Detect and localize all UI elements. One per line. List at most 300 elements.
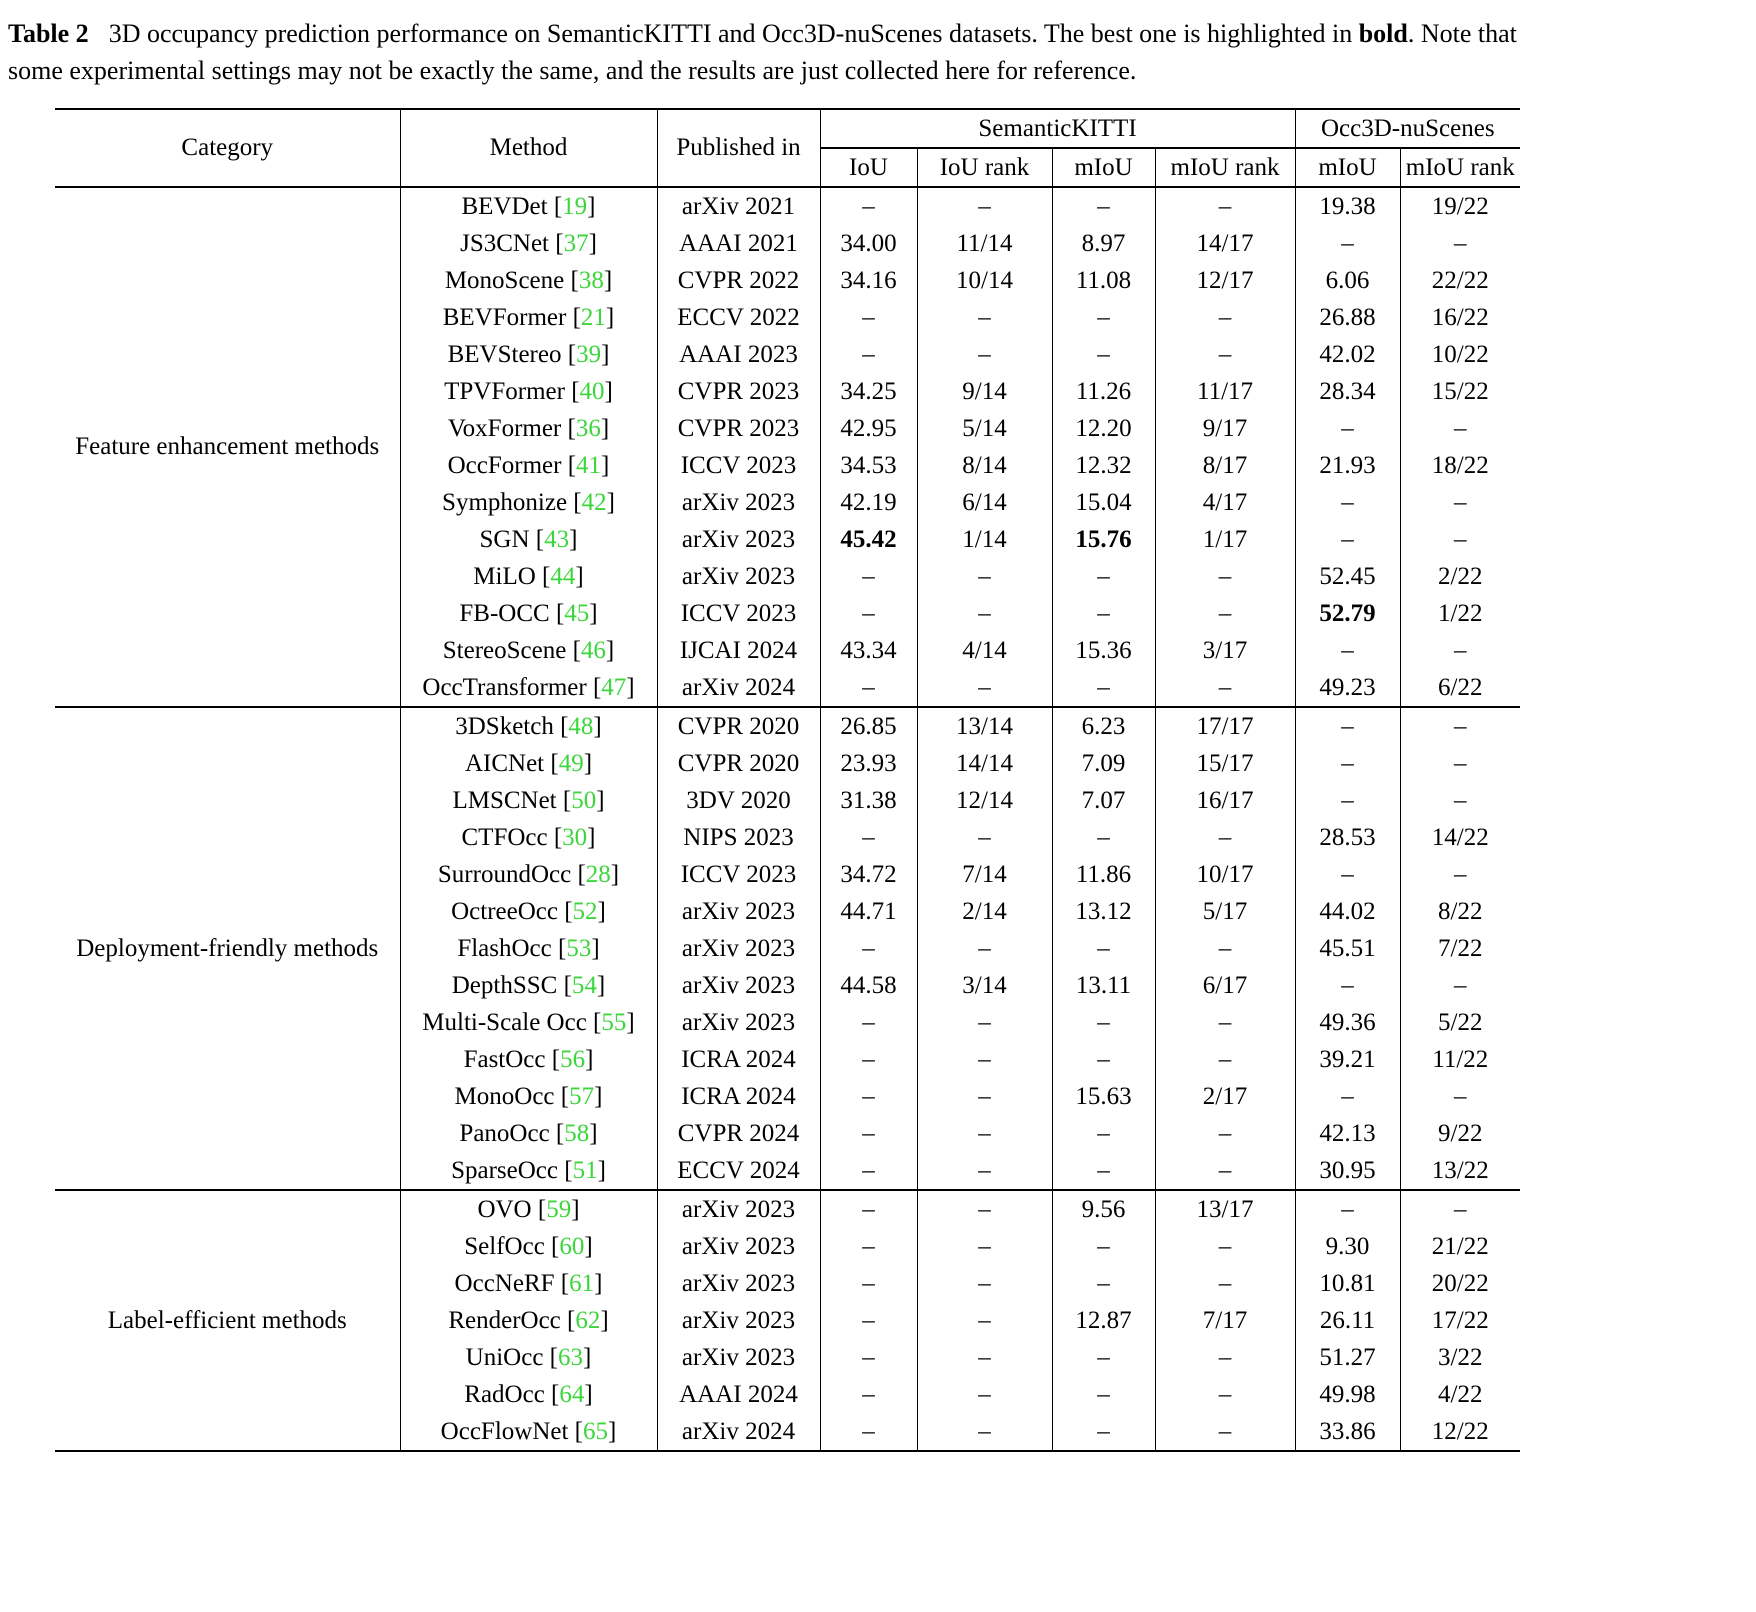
value-cell: 13/22 — [1400, 1152, 1520, 1190]
value-cell: 2/14 — [917, 893, 1052, 930]
value-cell: – — [917, 187, 1052, 225]
published-in-cell: 3DV 2020 — [657, 782, 820, 819]
value-cell: – — [1155, 299, 1295, 336]
citation-link[interactable]: 53 — [566, 934, 592, 962]
value-cell: 13.11 — [1052, 967, 1155, 1004]
method-cell — [400, 930, 657, 967]
published-in-cell: ICCV 2023 — [657, 595, 820, 632]
value-cell: 23.93 — [820, 745, 917, 782]
citation-link[interactable]: 59 — [546, 1195, 572, 1223]
citation-link[interactable]: 43 — [544, 525, 570, 553]
method-cell — [400, 782, 657, 819]
value-cell: – — [1295, 632, 1400, 669]
published-in-cell: IJCAI 2024 — [657, 632, 820, 669]
value-cell: – — [917, 1376, 1052, 1413]
citation-bracket: ] — [583, 749, 593, 777]
method-name: OccNeRF [ — [454, 1269, 570, 1297]
value-cell: – — [917, 299, 1052, 336]
citation-bracket: ] — [584, 1232, 593, 1260]
citation-link[interactable]: 55 — [601, 1008, 627, 1036]
value-cell: – — [917, 1413, 1052, 1451]
value-cell: 7.07 — [1052, 782, 1155, 819]
published-in-cell: CVPR 2020 — [657, 707, 820, 745]
value-cell: 15/17 — [1155, 745, 1295, 782]
published-in-cell: arXiv 2021 — [657, 187, 820, 225]
table-row — [55, 1190, 1520, 1228]
value-cell: 16/22 — [1400, 299, 1520, 336]
published-in-cell: arXiv 2023 — [657, 558, 820, 595]
value-cell: 17/17 — [1155, 707, 1295, 745]
value-cell: 8/14 — [917, 447, 1052, 484]
value-cell: 7/14 — [917, 856, 1052, 893]
value-cell: – — [820, 1376, 917, 1413]
table-row — [55, 707, 1520, 745]
citation-link[interactable]: 51 — [572, 1156, 598, 1184]
method-cell — [400, 1339, 657, 1376]
value-cell: – — [1295, 1078, 1400, 1115]
caption-text-before: 3D occupancy prediction performance on SemanticKITTI and Occ3D-nuScenes datasets. The best one is highlighted in — [108, 19, 1359, 48]
value-cell: – — [1155, 558, 1295, 595]
value-cell: – — [1400, 632, 1520, 669]
value-cell: – — [1400, 1190, 1520, 1228]
citation-link[interactable]: 28 — [585, 860, 611, 888]
value-cell: 16/17 — [1155, 782, 1295, 819]
citation-link[interactable]: 37 — [563, 229, 589, 257]
method-name: FastOcc [ — [463, 1045, 561, 1073]
published-in-cell: ICRA 2024 — [657, 1078, 820, 1115]
value-cell: 20/22 — [1400, 1265, 1520, 1302]
method-name: TPVFormer [ — [444, 377, 580, 405]
published-in-cell: arXiv 2023 — [657, 967, 820, 1004]
column-header-miou-rank: mIoU rank — [1400, 148, 1520, 187]
citation-link[interactable]: 48 — [568, 712, 594, 740]
citation-link[interactable]: 62 — [575, 1306, 601, 1334]
value-cell: – — [820, 1041, 917, 1078]
citation-bracket: ] — [584, 1380, 593, 1408]
value-cell: 5/22 — [1400, 1004, 1520, 1041]
value-cell: – — [1400, 1078, 1520, 1115]
citation-bracket: ] — [594, 1269, 603, 1297]
value-cell: 26.11 — [1295, 1302, 1400, 1339]
value-cell: 3/14 — [917, 967, 1052, 1004]
column-header-category: Category — [55, 109, 400, 187]
published-in-cell: arXiv 2024 — [657, 669, 820, 707]
value-cell: – — [820, 558, 917, 595]
value-cell: – — [1400, 745, 1520, 782]
value-cell: – — [1052, 1265, 1155, 1302]
method-cell — [400, 1190, 657, 1228]
value-cell: 12.32 — [1052, 447, 1155, 484]
value-cell: 4/22 — [1400, 1376, 1520, 1413]
citation-bracket: ] — [597, 1156, 606, 1184]
citation-link[interactable]: 46 — [580, 636, 606, 664]
value-cell: – — [1295, 856, 1400, 893]
column-group-occ3d-nuscenes: Occ3D-nuScenes — [1295, 109, 1520, 148]
table-body — [55, 187, 1520, 1451]
method-cell — [400, 1115, 657, 1152]
value-cell: – — [1400, 225, 1520, 262]
citation-bracket: ] — [575, 562, 584, 590]
value-cell: 6/22 — [1400, 669, 1520, 707]
citation-bracket: ] — [597, 897, 606, 925]
value-cell: – — [1155, 1265, 1295, 1302]
citation-bracket: ] — [603, 266, 613, 294]
value-cell: 34.16 — [820, 262, 917, 299]
column-header-iou: IoU — [820, 148, 917, 187]
citation-bracket: ] — [583, 1343, 592, 1371]
citation-bracket: ] — [596, 786, 605, 814]
citation-link[interactable]: 54 — [571, 971, 597, 999]
method-cell — [400, 856, 657, 893]
value-cell: 9.56 — [1052, 1190, 1155, 1228]
value-cell: – — [1052, 1004, 1155, 1041]
value-cell: – — [1155, 1152, 1295, 1190]
header-row-groups — [55, 109, 1520, 148]
published-in-cell: arXiv 2023 — [657, 1339, 820, 1376]
value-cell: 9/14 — [917, 373, 1052, 410]
citation-link[interactable]: 65 — [583, 1417, 608, 1445]
value-cell: 28.34 — [1295, 373, 1400, 410]
method-cell — [400, 669, 657, 707]
published-in-cell: arXiv 2024 — [657, 1413, 820, 1451]
value-cell: 39.21 — [1295, 1041, 1400, 1078]
value-cell: 8/22 — [1400, 893, 1520, 930]
category-cell: Deployment-friendly methods — [55, 707, 400, 1190]
value-cell: 5/14 — [917, 410, 1052, 447]
method-cell — [400, 373, 657, 410]
value-cell: – — [1155, 187, 1295, 225]
value-cell: – — [1400, 856, 1520, 893]
value-cell: – — [820, 1413, 917, 1451]
citation-bracket: ] — [589, 1119, 598, 1147]
value-cell: 45.51 — [1295, 930, 1400, 967]
citation-bracket: ] — [593, 712, 602, 740]
method-cell — [400, 410, 657, 447]
citation-bracket: ] — [589, 599, 598, 627]
citation-link[interactable]: 57 — [569, 1082, 595, 1110]
value-cell: – — [820, 299, 917, 336]
value-cell: 42.13 — [1295, 1115, 1400, 1152]
value-cell: – — [1295, 1190, 1400, 1228]
value-cell: – — [1155, 819, 1295, 856]
value-cell: 44.58 — [820, 967, 917, 1004]
value-cell: – — [917, 930, 1052, 967]
value-cell: – — [917, 669, 1052, 707]
value-cell: – — [1052, 336, 1155, 373]
column-header-miou-rank: mIoU rank — [1155, 148, 1295, 187]
method-name: BEVFormer [ — [442, 303, 581, 331]
citation-bracket: ] — [600, 414, 610, 442]
value-cell: – — [820, 1152, 917, 1190]
citation-bracket: ] — [587, 192, 596, 220]
value-cell: – — [917, 1041, 1052, 1078]
value-cell: – — [820, 1004, 917, 1041]
results-table — [55, 108, 1520, 1452]
method-name: StereoScene [ — [442, 636, 581, 664]
method-name: FB-OCC [ — [459, 599, 565, 627]
published-in-cell: AAAI 2021 — [657, 225, 820, 262]
value-cell: – — [917, 1004, 1052, 1041]
value-cell: 28.53 — [1295, 819, 1400, 856]
value-cell: – — [917, 558, 1052, 595]
method-cell — [400, 484, 657, 521]
value-cell: – — [1052, 1339, 1155, 1376]
citation-link[interactable]: 47 — [601, 673, 627, 701]
method-cell — [400, 1078, 657, 1115]
value-cell: – — [1155, 1376, 1295, 1413]
table-header — [55, 109, 1520, 187]
citation-link[interactable]: 64 — [559, 1380, 585, 1408]
value-cell: 3/17 — [1155, 632, 1295, 669]
value-cell: – — [917, 1190, 1052, 1228]
value-cell: – — [917, 1152, 1052, 1190]
value-cell: – — [917, 1339, 1052, 1376]
value-cell: 9.30 — [1295, 1228, 1400, 1265]
value-cell: 15.76 — [1052, 521, 1155, 558]
value-cell: 42.95 — [820, 410, 917, 447]
value-cell: 15.63 — [1052, 1078, 1155, 1115]
citation-link[interactable]: 56 — [560, 1045, 586, 1073]
method-cell — [400, 595, 657, 632]
method-cell — [400, 558, 657, 595]
value-cell: – — [1052, 299, 1155, 336]
published-in-cell: arXiv 2023 — [657, 1302, 820, 1339]
published-in-cell: CVPR 2024 — [657, 1115, 820, 1152]
method-cell — [400, 1413, 657, 1451]
value-cell: 52.79 — [1295, 595, 1400, 632]
value-cell: 13/14 — [917, 707, 1052, 745]
value-cell: – — [820, 1115, 917, 1152]
citation-bracket: ] — [610, 860, 620, 888]
method-name: RenderOcc [ — [448, 1306, 576, 1334]
value-cell: 15/22 — [1400, 373, 1520, 410]
value-cell: – — [1052, 558, 1155, 595]
citation-link[interactable]: 42 — [581, 488, 607, 516]
value-cell: – — [820, 1078, 917, 1115]
value-cell: – — [1295, 745, 1400, 782]
citation-bracket: ] — [604, 377, 613, 405]
value-cell: 11.26 — [1052, 373, 1155, 410]
value-cell: – — [1400, 521, 1520, 558]
citation-link[interactable]: 21 — [580, 303, 606, 331]
value-cell: 34.00 — [820, 225, 917, 262]
value-cell: 7/22 — [1400, 930, 1520, 967]
column-header-miou: mIoU — [1052, 148, 1155, 187]
value-cell: 4/17 — [1155, 484, 1295, 521]
method-name: BEVStereo [ — [447, 340, 577, 368]
method-name: FlashOcc [ — [457, 934, 567, 962]
published-in-cell: ECCV 2024 — [657, 1152, 820, 1190]
value-cell: 10.81 — [1295, 1265, 1400, 1302]
method-name: OccTransformer [ — [422, 673, 602, 701]
citation-link[interactable]: 58 — [564, 1119, 590, 1147]
value-cell: 2/17 — [1155, 1078, 1295, 1115]
method-cell — [400, 447, 657, 484]
value-cell: 12.87 — [1052, 1302, 1155, 1339]
caption-text — [8, 19, 1517, 85]
citation-link[interactable]: 44 — [550, 562, 576, 590]
citation-bracket: ] — [594, 1082, 603, 1110]
citation-bracket: ] — [587, 823, 596, 851]
value-cell: 8/17 — [1155, 447, 1295, 484]
value-cell: 11/17 — [1155, 373, 1295, 410]
value-cell: 9/22 — [1400, 1115, 1520, 1152]
value-cell: 13/17 — [1155, 1190, 1295, 1228]
citation-bracket: ] — [596, 971, 606, 999]
method-name: RadOcc [ — [464, 1380, 560, 1408]
published-in-cell: arXiv 2023 — [657, 1228, 820, 1265]
published-in-cell: CVPR 2023 — [657, 373, 820, 410]
value-cell: – — [820, 819, 917, 856]
method-cell — [400, 1004, 657, 1041]
citation-link[interactable]: 52 — [572, 897, 598, 925]
citation-bracket: ] — [626, 1008, 635, 1036]
published-in-cell: ICCV 2023 — [657, 447, 820, 484]
method-name: UniOcc [ — [465, 1343, 558, 1371]
value-cell: – — [1052, 1376, 1155, 1413]
value-cell: – — [820, 669, 917, 707]
value-cell: – — [1400, 967, 1520, 1004]
column-header-iou-rank: IoU rank — [917, 148, 1052, 187]
value-cell: – — [1052, 930, 1155, 967]
value-cell: 52.45 — [1295, 558, 1400, 595]
citation-bracket: ] — [601, 451, 610, 479]
value-cell: 34.25 — [820, 373, 917, 410]
value-cell: 6.06 — [1295, 262, 1400, 299]
published-in-cell: ICRA 2024 — [657, 1041, 820, 1078]
value-cell: 43.34 — [820, 632, 917, 669]
value-cell: 42.02 — [1295, 336, 1400, 373]
value-cell: – — [1295, 782, 1400, 819]
method-name: OccFormer [ — [447, 451, 577, 479]
value-cell: – — [1155, 669, 1295, 707]
method-cell — [400, 225, 657, 262]
citation-link[interactable]: 50 — [571, 786, 597, 814]
value-cell: – — [1155, 1228, 1295, 1265]
value-cell: 15.04 — [1052, 484, 1155, 521]
method-name: Symphonize [ — [442, 488, 582, 516]
value-cell: – — [1052, 595, 1155, 632]
method-name: JS3CNet [ — [460, 229, 564, 257]
citation-bracket: ] — [585, 1045, 594, 1073]
published-in-cell: arXiv 2023 — [657, 1190, 820, 1228]
method-name: OctreeOcc [ — [451, 897, 573, 925]
value-cell: – — [820, 187, 917, 225]
method-name: OVO [ — [477, 1195, 547, 1223]
caption-bold-word: bold — [1358, 19, 1408, 48]
value-cell: 19.38 — [1295, 187, 1400, 225]
citation-link[interactable]: 45 — [564, 599, 590, 627]
value-cell: 3/22 — [1400, 1339, 1520, 1376]
caption-label: Table 2 — [8, 19, 89, 48]
citation-link[interactable]: 39 — [576, 340, 602, 368]
value-cell: 22/22 — [1400, 262, 1520, 299]
method-name: SurroundOcc [ — [437, 860, 586, 888]
caption-text-after: . Note that some experimental settings may not be exactly the same, and the results are just collected here for reference. — [8, 19, 1517, 85]
method-name: CTFOcc [ — [461, 823, 563, 851]
method-cell — [400, 745, 657, 782]
value-cell: 10/14 — [917, 262, 1052, 299]
value-cell: – — [1295, 521, 1400, 558]
citation-link[interactable]: 49 — [558, 749, 584, 777]
citation-link[interactable]: 63 — [558, 1343, 583, 1371]
published-in-cell: arXiv 2023 — [657, 930, 820, 967]
citation-link[interactable]: 60 — [559, 1232, 585, 1260]
value-cell: 10/22 — [1400, 336, 1520, 373]
citation-link[interactable]: 19 — [562, 192, 588, 220]
value-cell: – — [917, 1228, 1052, 1265]
citation-link[interactable]: 36 — [575, 414, 601, 442]
value-cell: – — [1155, 1413, 1295, 1451]
value-cell: 15.36 — [1052, 632, 1155, 669]
value-cell: – — [1155, 1339, 1295, 1376]
method-cell — [400, 187, 657, 225]
value-cell: 17/22 — [1400, 1302, 1520, 1339]
citation-link[interactable]: 61 — [569, 1269, 595, 1297]
value-cell: 6/14 — [917, 484, 1052, 521]
value-cell: – — [1155, 1115, 1295, 1152]
citation-link[interactable]: 38 — [578, 266, 604, 294]
value-cell: – — [1295, 225, 1400, 262]
citation-bracket: ] — [569, 525, 578, 553]
value-cell: – — [820, 595, 917, 632]
value-cell: – — [1400, 782, 1520, 819]
table-row — [55, 187, 1520, 225]
value-cell: – — [1155, 336, 1295, 373]
method-cell — [400, 819, 657, 856]
value-cell: – — [917, 819, 1052, 856]
value-cell: – — [1295, 484, 1400, 521]
value-cell: – — [1155, 1004, 1295, 1041]
value-cell: – — [1052, 1228, 1155, 1265]
value-cell: 34.72 — [820, 856, 917, 893]
citation-bracket: ] — [605, 636, 615, 664]
value-cell: 11/14 — [917, 225, 1052, 262]
citation-link[interactable]: 40 — [579, 377, 605, 405]
citation-bracket: ] — [600, 1306, 609, 1334]
value-cell: – — [1052, 669, 1155, 707]
method-cell — [400, 521, 657, 558]
value-cell: 33.86 — [1295, 1413, 1400, 1451]
citation-link[interactable]: 41 — [576, 451, 602, 479]
value-cell: – — [820, 1339, 917, 1376]
published-in-cell: arXiv 2023 — [657, 893, 820, 930]
published-in-cell: ECCV 2022 — [657, 299, 820, 336]
value-cell: 6.23 — [1052, 707, 1155, 745]
method-name: PanoOcc [ — [459, 1119, 565, 1147]
value-cell: 18/22 — [1400, 447, 1520, 484]
method-name: MonoScene [ — [444, 266, 579, 294]
method-cell — [400, 1152, 657, 1190]
published-in-cell: AAAI 2024 — [657, 1376, 820, 1413]
value-cell: 1/22 — [1400, 595, 1520, 632]
value-cell: 49.23 — [1295, 669, 1400, 707]
table-caption — [8, 16, 1576, 90]
value-cell: 11.86 — [1052, 856, 1155, 893]
value-cell: – — [1400, 707, 1520, 745]
citation-bracket: ] — [626, 673, 635, 701]
method-name: MonoOcc [ — [454, 1082, 570, 1110]
value-cell: 6/17 — [1155, 967, 1295, 1004]
value-cell: – — [1400, 410, 1520, 447]
value-cell: 10/17 — [1155, 856, 1295, 893]
citation-bracket: ] — [591, 934, 600, 962]
value-cell: 12.20 — [1052, 410, 1155, 447]
value-cell: 34.53 — [820, 447, 917, 484]
method-name: AICNet [ — [464, 749, 559, 777]
published-in-cell: CVPR 2023 — [657, 410, 820, 447]
citation-link[interactable]: 30 — [562, 823, 588, 851]
